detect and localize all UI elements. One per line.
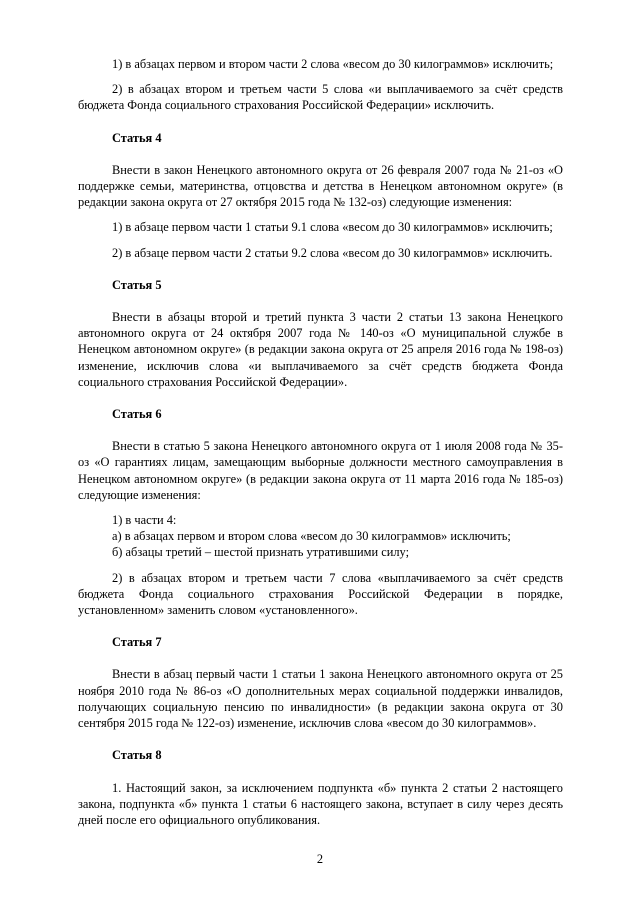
article-6-item-1b: б) абзацы третий – шестой признать утратившими силу; — [112, 545, 410, 560]
article-8-heading: Статья 8 — [112, 748, 162, 763]
article-7-heading: Статья 7 — [112, 635, 162, 650]
article-6-item-2: 2) в абзацах втором и третьем части 7 слова «выплачиваемого за счёт средств бюджета Фонда социального страхования Российской Федерации в порядке, установленном» заменить словом «установленного». — [78, 570, 563, 618]
article-7-text: Внести в абзац первый части 1 статьи 1 закона Ненецкого автономного округа от 25 ноября 2010 года № 86-оз «О дополнительных мерах социальной поддержки инвалидов, получающих социальную пенсию по инвалидности» (в редакции закона округа от 30 сентября 2015 года № 122-оз) изменение, исключив слова «весом до 30 килограммов». — [78, 667, 563, 731]
article-4-item-2: 2) в абзаце первом части 2 статьи 9.2 слова «весом до 30 килограммов» исключить. — [112, 245, 553, 260]
article-4-heading: Статья 4 — [112, 130, 162, 145]
article-6-item-1: 1) в части 4: — [112, 513, 177, 528]
article-4-intro: Внести в закон Ненецкого автономного округа от 26 февраля 2007 года № 21-оз «О поддержке семьи, материнства, отцовства и детства в Ненецком автономном округе» (в редакции закона округа от 27 октября 2015 года № 132-оз) следующие изменения: — [78, 162, 563, 210]
document-body — [78, 56, 563, 828]
paragraph-item-1: 1) в абзацах первом и втором части 2 слова «весом до 30 килограммов» исключить; — [112, 57, 554, 71]
article-5-text: Внести в абзацы второй и третий пункта 3 части 2 статьи 13 закона Ненецкого автономного округа от 24 октября 2007 года № 140-оз «О муниципальной службе в Ненецком автономном округе» (в редакции закона округа от 25 апреля 2016 года № 198-оз) изменение, исключив слова «и выплачиваемого за счёт средств бюджета Фонда социального страхования Российской Федерации». — [78, 310, 563, 389]
article-6-list — [78, 512, 563, 561]
article-8-item-1: 1. Настоящий закон, за исключением подпункта «б» пункта 2 статьи 2 настоящего закона, подпункта «б» пункта 1 статьи 6 настоящего закона, вступает в силу через десять дней после его официального опубликования. — [78, 780, 563, 827]
article-4-item-1: 1) в абзаце первом части 1 статьи 9.1 слова «весом до 30 килограммов» исключить; — [112, 220, 553, 235]
article-6-intro: Внести в статью 5 закона Ненецкого автономного округа от 1 июля 2008 года № 35-оз «О гарантиях лицам, замещающим выборные должности местного самоуправления в Ненецком автономном округе» (в редакции закона округа от 11 марта 2016 года № 185-оз) следующие изменения: — [78, 439, 563, 502]
article-6-heading: Статья 6 — [112, 407, 162, 422]
paragraph-item-2: 2) в абзацах втором и третьем части 5 слова «и выплачиваемого за счёт средств бюджета Фонда социального страхования Российской Федерации» исключить. — [78, 82, 563, 113]
article-6-item-1a: а) в абзацах первом и втором слова «весом до 30 килограммов» исключить; — [112, 529, 511, 544]
page-number: 2 — [316, 852, 324, 866]
article-5-heading: Статья 5 — [112, 277, 162, 292]
